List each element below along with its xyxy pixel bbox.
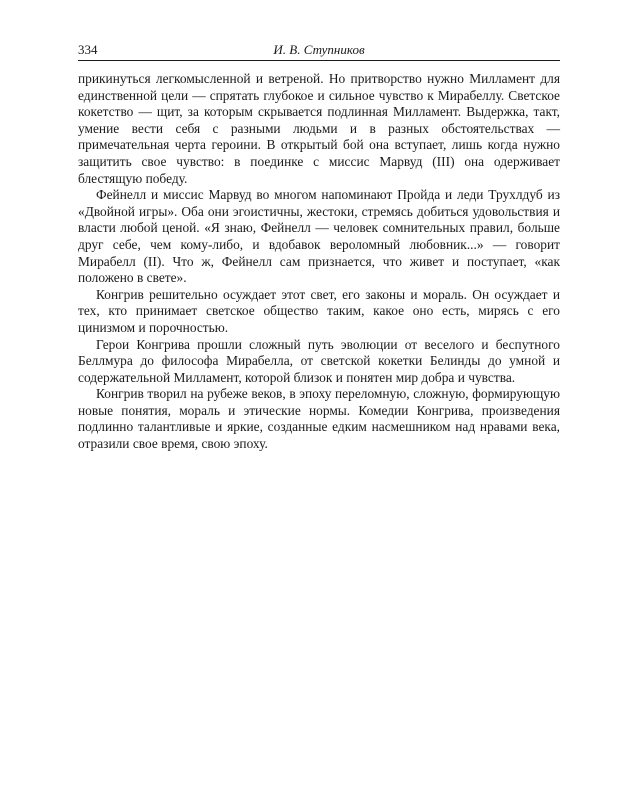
paragraph-2: Фейнелл и миссис Марвуд во многом напоминают Пройда и леди Трухлдуб из «Двойной игры». Оба они эгоистичны, жестоки, стремясь добиться удовольствия и власти любой ценой. «Я знаю, Фейнелл — человек сомнительных правил, больше друг себе, чем кому-либо, и вдобавок вероломный любовник...» — говорит Мирабелл (II). Что ж, Фейнелл сам признается, что живет и поступает, «как положено в свете». <box>78 187 560 286</box>
body-text <box>78 71 560 453</box>
paragraph-1: прикинуться легкомысленной и ветреной. Но притворство нужно Милламент для единственной цели — спрятать глубокое и сильное чувство к Мирабеллу. Светское кокетство — щит, за которым скрывается подлинная Милламент. Выдержка, такт, умение вести себя с разными людьми и в разных обстоятельствах — примечательная черта героини. В открытый бой она вступает, лишь когда нужно защитить свое чувство: в поединке с миссис Марвуд (III) она одерживает блестящую победу. <box>78 71 560 186</box>
paragraph-3: Конгрив решительно осуждает этот свет, его законы и мораль. Он осуждает и тех, кто принимает светское общество таким, какое оно есть, мирясь с его цинизмом и порочностью. <box>78 286 560 335</box>
paragraph-4: Герои Конгрива прошли сложный путь эволюции от веселого и беспутного Беллмура до философа Мирабелла, от светской кокетки Белинды до умной и содержательной Милламент, которой близок и понятен мир добра и чувства. <box>78 336 560 385</box>
paragraph-5: Конгрив творил на рубеже веков, в эпоху переломную, сложную, формирующую новые понятия, мораль и этические нормы. Комедии Конгрива, произведения подлинно талантливые и яркие, созданные едким насмешником над нравами века, отразили свое время, свою эпоху. <box>78 386 560 452</box>
running-title: И. В. Ступников <box>273 42 365 57</box>
page-number: 334 <box>78 42 98 57</box>
running-header <box>78 40 560 61</box>
book-page <box>78 40 560 453</box>
